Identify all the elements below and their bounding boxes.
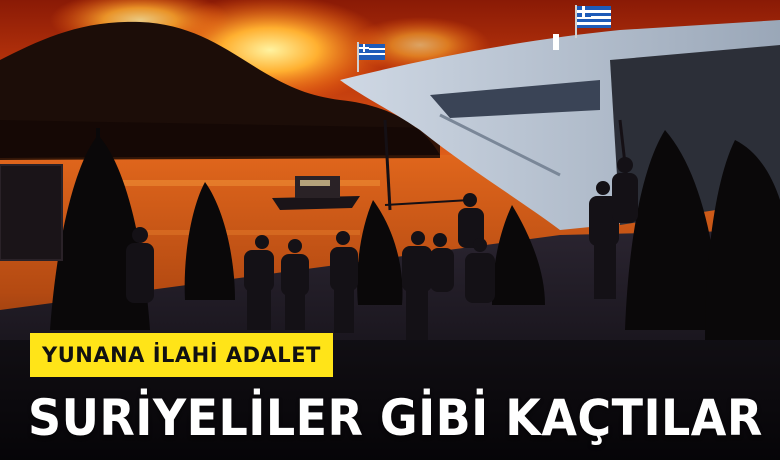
headline: SURİYELİLER GİBİ KAÇTILAR xyxy=(28,389,763,447)
greek-flag-icon xyxy=(359,44,385,60)
boat-cabin xyxy=(295,176,340,198)
water-reflection xyxy=(120,180,380,186)
greek-flag-icon xyxy=(577,6,611,28)
info-board xyxy=(0,165,62,260)
ship-lamp xyxy=(553,34,559,50)
kicker-label: YUNANA İLAHİ ADALET xyxy=(30,333,333,377)
rescue-boat xyxy=(272,196,360,210)
boat-window xyxy=(300,180,330,186)
